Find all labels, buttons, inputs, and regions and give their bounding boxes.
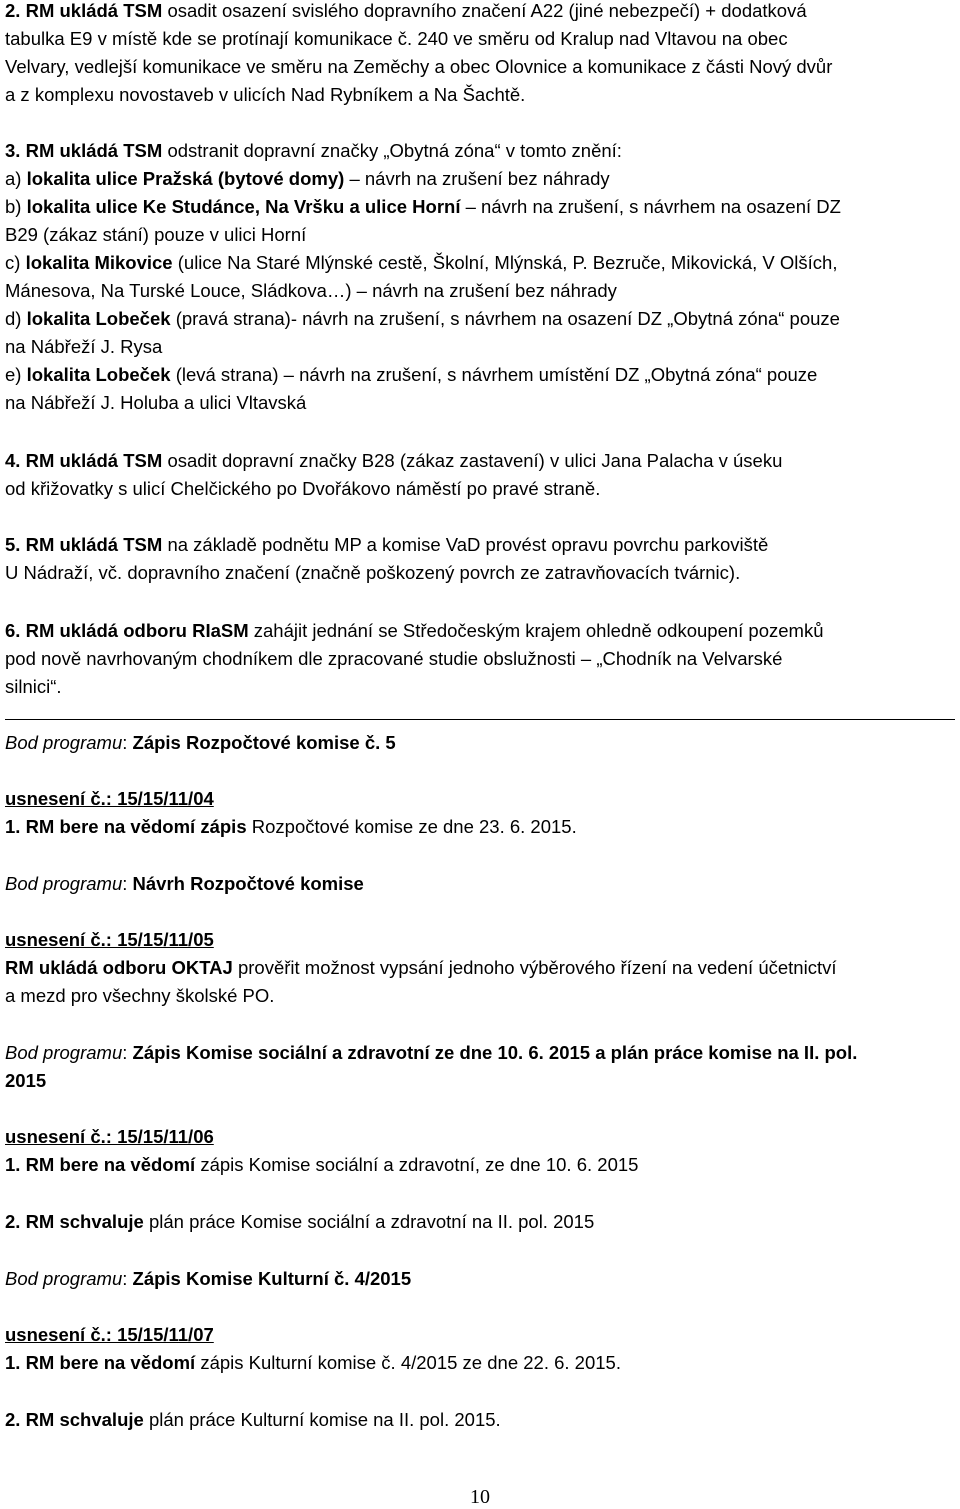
resolution-text: 2. RM schvaluje plán práce Kulturní komise na II. pol. 2015. xyxy=(5,1409,501,1430)
agenda-item-title-cont: 2015 xyxy=(5,1070,47,1091)
item-3-b: b) lokalita ulice Ke Studánce, Na Vršku a ulice Horní – návrh na zrušení, s návrhem na osazení DZ xyxy=(5,196,841,217)
item-3-b-cont: B29 (zákaz stání) pouze v ulici Horní xyxy=(5,224,307,245)
item-3-line-1: 3. RM ukládá TSM odstranit dopravní značky „Obytná zóna“ v tomto znění: xyxy=(5,140,622,161)
resolution-text: RM ukládá odboru OKTAJ prověřit možnost vypsání jednoho výběrového řízení na vedení účetnictví xyxy=(5,957,837,978)
page-number: 10 xyxy=(470,1486,490,1508)
resolution-text: 1. RM bere na vědomí zápis Komise sociální a zdravotní, ze dne 10. 6. 2015 xyxy=(5,1154,639,1175)
item-6-line-1: 6. RM ukládá odboru RIaSM zahájit jednání se Středočeským krajem ohledně odkoupení pozemků xyxy=(5,620,824,641)
item-2-line-1: 2. RM ukládá TSM osadit osazení svislého dopravního značení A22 (jiné nebezpečí) + dodatková xyxy=(5,0,807,21)
item-3-d-cont: na Nábřeží J. Rysa xyxy=(5,336,163,357)
agenda-item-title: Bod programu: Zápis Rozpočtové komise č. 5 xyxy=(5,732,396,753)
item-3-c: c) lokalita Mikovice (ulice Na Staré Mlýnské cestě, Školní, Mlýnská, P. Bezruče, Mikovická, V Olších, xyxy=(5,252,838,273)
resolution-number: usnesení č.: 15/15/11/07 xyxy=(5,1324,214,1345)
resolution-text-cont: a mezd pro všechny školské PO. xyxy=(5,985,275,1006)
resolution-number: usnesení č.: 15/15/11/06 xyxy=(5,1126,214,1147)
resolution-number: usnesení č.: 15/15/11/04 xyxy=(5,788,214,809)
resolution-text: 1. RM bere na vědomí zápis Rozpočtové komise ze dne 23. 6. 2015. xyxy=(5,816,577,837)
item-3-c-cont: Mánesova, Na Turské Louce, Sládkova…) – návrh na zrušení bez náhrady xyxy=(5,280,617,301)
item-2-line-4: a z komplexu novostaveb v ulicích Nad Rybníkem a Na Šachtě. xyxy=(5,84,526,105)
section-divider xyxy=(5,719,955,720)
item-3-e-cont: na Nábřeží J. Holuba a ulici Vltavská xyxy=(5,392,307,413)
item-6-line-3: silnici“. xyxy=(5,676,62,697)
resolution-text: 2. RM schvaluje plán práce Komise sociální a zdravotní na II. pol. 2015 xyxy=(5,1211,595,1232)
item-6-line-2: pod nově navrhovaným chodníkem dle zpracované studie obslužnosti – „Chodník na Velvarské xyxy=(5,648,783,669)
item-3-d: d) lokalita Lobeček (pravá strana)- návrh na zrušení, s návrhem na osazení DZ „Obytná zóna“ pouze xyxy=(5,308,840,329)
item-4-line-2: od křižovatky s ulicí Chelčického po Dvořákovo náměstí po pravé straně. xyxy=(5,478,601,499)
item-3-e: e) lokalita Lobeček (levá strana) – návrh na zrušení, s návrhem umístění DZ „Obytná zóna“ pouze xyxy=(5,364,818,385)
item-2-line-3: Velvary, vedlejší komunikace ve směru na Zeměchy a obec Olovnice a komunikace z části Nový dvůr xyxy=(5,56,833,77)
item-5-line-2: U Nádraží, vč. dopravního značení (značně poškozený povrch ze zatravňovacích tvárnic). xyxy=(5,562,741,583)
item-4-line-1: 4. RM ukládá TSM osadit dopravní značky B28 (zákaz zastavení) v ulici Jana Palacha v úseku xyxy=(5,450,783,471)
resolution-text: 1. RM bere na vědomí zápis Kulturní komise č. 4/2015 ze dne 22. 6. 2015. xyxy=(5,1352,621,1373)
resolution-number: usnesení č.: 15/15/11/05 xyxy=(5,929,214,950)
agenda-item-title: Bod programu: Návrh Rozpočtové komise xyxy=(5,873,364,894)
item-5-line-1: 5. RM ukládá TSM na základě podnětu MP a komise VaD provést opravu povrchu parkoviště xyxy=(5,534,769,555)
agenda-item-title: Bod programu: Zápis Komise sociální a zdravotní ze dne 10. 6. 2015 a plán práce komise na II. pol. xyxy=(5,1042,858,1063)
agenda-item-title: Bod programu: Zápis Komise Kulturní č. 4/2015 xyxy=(5,1268,412,1289)
item-3-a: a) lokalita ulice Pražská (bytové domy) – návrh na zrušení bez náhrady xyxy=(5,168,610,189)
item-2-line-2: tabulka E9 v místě kde se protínají komunikace č. 240 ve směru od Kralup nad Vltavou na obec xyxy=(5,28,788,49)
